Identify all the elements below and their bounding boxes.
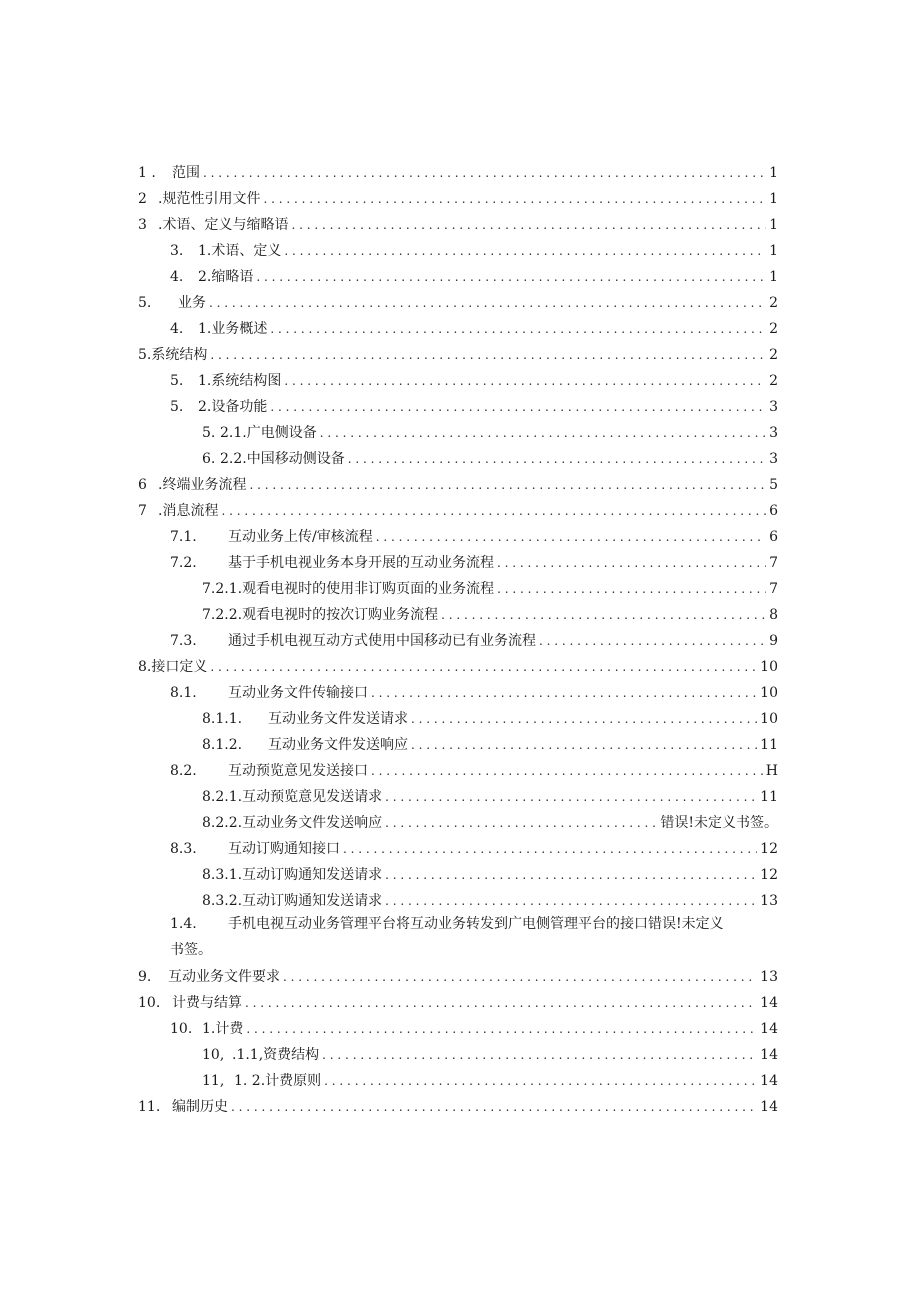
- toc-number: 4.: [170, 269, 184, 285]
- toc-page: 11: [760, 789, 778, 805]
- toc-wrapped-line-2: 书签。: [170, 942, 212, 958]
- toc-entry[interactable]: [170, 760, 778, 782]
- toc-title: 1.术语、定义: [198, 243, 282, 259]
- toc-number: 11.: [138, 1099, 161, 1115]
- toc-title: 8.3.1.互动订购通知发送请求: [202, 867, 383, 883]
- toc-entry[interactable]: [202, 734, 778, 756]
- toc-number: 1.4.: [170, 916, 197, 932]
- toc-entry-wrapped[interactable]: [170, 911, 790, 963]
- toc-title: 2.设备功能: [198, 399, 268, 415]
- toc-page: 5: [769, 477, 778, 493]
- toc-title: 8.3.2.互动订购通知发送请求: [202, 893, 383, 909]
- toc-number: 11,: [202, 1073, 225, 1089]
- toc-page: 6: [769, 529, 778, 545]
- toc-leader: [221, 500, 766, 522]
- toc-title: 5.系统结构: [138, 347, 208, 363]
- toc-leader: [245, 992, 757, 1014]
- toc-leader: [284, 370, 766, 392]
- toc-page: 13: [760, 969, 778, 985]
- toc-entry[interactable]: [170, 630, 778, 652]
- toc-number: 3.: [170, 243, 184, 259]
- toc-entry[interactable]: [138, 214, 778, 236]
- toc-leader: [371, 682, 757, 704]
- toc-title: 互动订购通知接口: [228, 841, 340, 857]
- toc-leader: [210, 344, 766, 366]
- toc-entry[interactable]: [170, 838, 778, 860]
- toc-page: 1: [769, 165, 778, 181]
- toc-title: 互动业务文件传输接口: [228, 685, 368, 701]
- toc-page: 1: [769, 191, 778, 207]
- toc-title: .消息流程: [158, 503, 219, 519]
- toc-number: 9.: [138, 969, 152, 985]
- toc-leader: [343, 838, 757, 860]
- toc-number: 10.: [138, 995, 161, 1011]
- toc-number: 4.: [170, 321, 184, 337]
- toc-title: 互动业务文件要求: [168, 969, 280, 985]
- toc-entry[interactable]: [138, 500, 778, 522]
- toc-title: 1. 2.计费原则: [234, 1073, 322, 1089]
- toc-number: 8.1.1.: [202, 711, 243, 727]
- toc-title: 互动业务文件发送响应: [268, 737, 408, 753]
- toc-entry[interactable]: [202, 890, 778, 912]
- toc-leader: [385, 812, 657, 834]
- toc-page: 7: [769, 581, 778, 597]
- toc-leader: [284, 240, 766, 262]
- toc-leader: [411, 708, 757, 730]
- toc-number: 10,: [202, 1047, 225, 1063]
- toc-page: 8: [769, 607, 778, 623]
- toc-entry[interactable]: [202, 578, 778, 600]
- toc-title: .1.1,资费结构: [232, 1047, 320, 1063]
- toc-leader: [441, 604, 766, 626]
- toc-number: 5.: [170, 399, 184, 415]
- toc-entry[interactable]: [202, 812, 778, 834]
- toc-leader: [203, 162, 766, 184]
- toc-title: 7.2.1.观看电视时的使用非订购页面的业务流程: [202, 581, 495, 597]
- toc-entry[interactable]: [138, 992, 778, 1014]
- toc-page: 错误!未定义书签。: [660, 815, 778, 831]
- toc-leader: [256, 266, 766, 288]
- toc-title: 2.1.广电侧设备: [220, 425, 317, 441]
- toc-title: 8.2.2.互动业务文件发送响应: [202, 815, 383, 831]
- toc-entry[interactable]: [138, 292, 778, 314]
- toc-title: 2.2.中国移动侧设备: [220, 451, 345, 467]
- toc-entry[interactable]: [202, 448, 778, 470]
- toc-page: 7: [769, 555, 778, 571]
- toc-page: 1: [769, 269, 778, 285]
- toc-entry[interactable]: [170, 370, 778, 392]
- toc-number: 7: [138, 503, 147, 519]
- toc-page: 1: [769, 217, 778, 233]
- toc-page: 14: [760, 1047, 778, 1063]
- toc-number: 6.: [202, 451, 216, 467]
- toc-title: 8.接口定义: [138, 659, 208, 675]
- toc-entry[interactable]: [138, 966, 778, 988]
- toc-leader: [322, 1044, 757, 1066]
- toc-page: 2: [769, 347, 778, 363]
- toc-leader: [209, 292, 766, 314]
- toc-leader: [411, 734, 757, 756]
- toc-number: 7.2.: [170, 555, 197, 571]
- toc-leader: [539, 630, 766, 652]
- toc-page: 14: [760, 1021, 778, 1037]
- toc-number: 1 .: [138, 165, 156, 181]
- toc-title: .终端业务流程: [158, 477, 247, 493]
- toc-entry[interactable]: [202, 1070, 778, 1092]
- toc-number: 2: [138, 191, 147, 207]
- toc-page: 10: [760, 711, 778, 727]
- toc-leader: [497, 578, 766, 600]
- toc-number: 5.: [138, 295, 152, 311]
- toc-title: 范围: [172, 165, 200, 181]
- toc-page: 10: [760, 659, 778, 675]
- toc-page: 3: [769, 425, 778, 441]
- toc-leader: [270, 318, 766, 340]
- toc-title: .规范性引用文件: [158, 191, 261, 207]
- toc-number: 6: [138, 477, 147, 493]
- toc-leader: [291, 214, 766, 236]
- toc-page: H: [765, 763, 778, 779]
- toc-number: 3: [138, 217, 147, 233]
- toc-entry[interactable]: [138, 344, 778, 366]
- toc-leader: [385, 864, 757, 886]
- toc-number: 7.3.: [170, 633, 197, 649]
- toc-entry[interactable]: [202, 422, 778, 444]
- toc-title: 1.业务概述: [198, 321, 268, 337]
- toc-title: 8.2.1.互动预览意见发送请求: [202, 789, 383, 805]
- toc-page: 10: [760, 685, 778, 701]
- toc-entry[interactable]: [170, 526, 778, 548]
- toc-title: 业务: [178, 295, 206, 311]
- toc-entry[interactable]: [170, 318, 778, 340]
- toc-entry[interactable]: [170, 682, 778, 704]
- toc-entry[interactable]: [138, 162, 778, 184]
- toc-title: 计费与结算: [172, 995, 242, 1011]
- toc-leader: [497, 552, 766, 574]
- toc-leader: [283, 966, 757, 988]
- toc-title: 7.2.2.观看电视时的按次订购业务流程: [202, 607, 439, 623]
- toc-leader: [210, 656, 757, 678]
- toc-page: 2: [769, 321, 778, 337]
- toc-title: 编制历史: [172, 1099, 228, 1115]
- toc-leader: [348, 448, 766, 470]
- toc-wrapped-line-1: [170, 911, 790, 937]
- toc-page: 6: [769, 503, 778, 519]
- toc-number: 5.: [202, 425, 216, 441]
- toc-number: 8.3.: [170, 841, 197, 857]
- toc-entry[interactable]: [202, 1044, 778, 1066]
- toc-title: 互动业务上传/审核流程: [228, 529, 373, 545]
- toc-entry[interactable]: [202, 708, 778, 730]
- toc-entry[interactable]: [138, 188, 778, 210]
- toc-title: 手机电视互动业务管理平台将互动业务转发到广电侧管理平台的接口错误!未定义: [228, 916, 724, 932]
- toc-number: 5.: [170, 373, 184, 389]
- toc-leader: [385, 786, 757, 808]
- toc-leader: [231, 1096, 757, 1118]
- toc-entry[interactable]: [170, 552, 778, 574]
- toc-page: 13: [760, 893, 778, 909]
- toc-leader: [263, 188, 766, 210]
- toc-leader: [371, 760, 763, 782]
- toc-leader: [249, 474, 766, 496]
- toc-title: 基于手机电视业务本身开展的互动业务流程: [228, 555, 494, 571]
- toc-page: 14: [760, 1073, 778, 1089]
- toc-entry[interactable]: [170, 396, 778, 418]
- toc-number: 8.1.2.: [202, 737, 243, 753]
- toc-page: 2: [769, 295, 778, 311]
- toc-page: 14: [760, 1099, 778, 1115]
- toc-title: 互动业务文件发送请求: [268, 711, 408, 727]
- toc-title: 1.计费: [202, 1021, 244, 1037]
- toc-page: 2: [769, 373, 778, 389]
- toc-entry[interactable]: [170, 1018, 778, 1040]
- toc-leader: [324, 1070, 757, 1092]
- toc-title: 1.系统结构图: [198, 373, 282, 389]
- toc-page: 3: [769, 399, 778, 415]
- toc-number: 8.1.: [170, 685, 197, 701]
- toc-title: 通过手机电视互动方式使用中国移动已有业务流程: [228, 633, 536, 649]
- toc-entry[interactable]: [202, 786, 778, 808]
- toc-page: 3: [769, 451, 778, 467]
- toc-entry[interactable]: [170, 266, 778, 288]
- toc-number: 7.1.: [170, 529, 197, 545]
- toc-page: 12: [760, 841, 778, 857]
- toc-number: 10.: [170, 1021, 193, 1037]
- toc-title: .术语、定义与缩略语: [158, 217, 289, 233]
- toc-number: 8.2.: [170, 763, 197, 779]
- toc-page: 11: [760, 737, 778, 753]
- toc-title: 2.缩略语: [198, 269, 254, 285]
- toc-entry[interactable]: [202, 604, 778, 626]
- toc-entry[interactable]: [138, 656, 778, 678]
- toc-leader: [376, 526, 766, 548]
- toc-page: 14: [760, 995, 778, 1011]
- toc-entry[interactable]: [202, 864, 778, 886]
- toc-entry[interactable]: [138, 474, 778, 496]
- toc-page: 1: [769, 243, 778, 259]
- toc-title: 互动预览意见发送接口: [228, 763, 368, 779]
- toc-leader: [385, 890, 757, 912]
- toc-page: 9: [769, 633, 778, 649]
- toc-entry[interactable]: [170, 240, 778, 262]
- toc-leader: [320, 422, 766, 444]
- toc-page: 12: [760, 867, 778, 883]
- toc-entry[interactable]: [138, 1096, 778, 1118]
- toc-leader: [270, 396, 766, 418]
- toc-leader: [246, 1018, 757, 1040]
